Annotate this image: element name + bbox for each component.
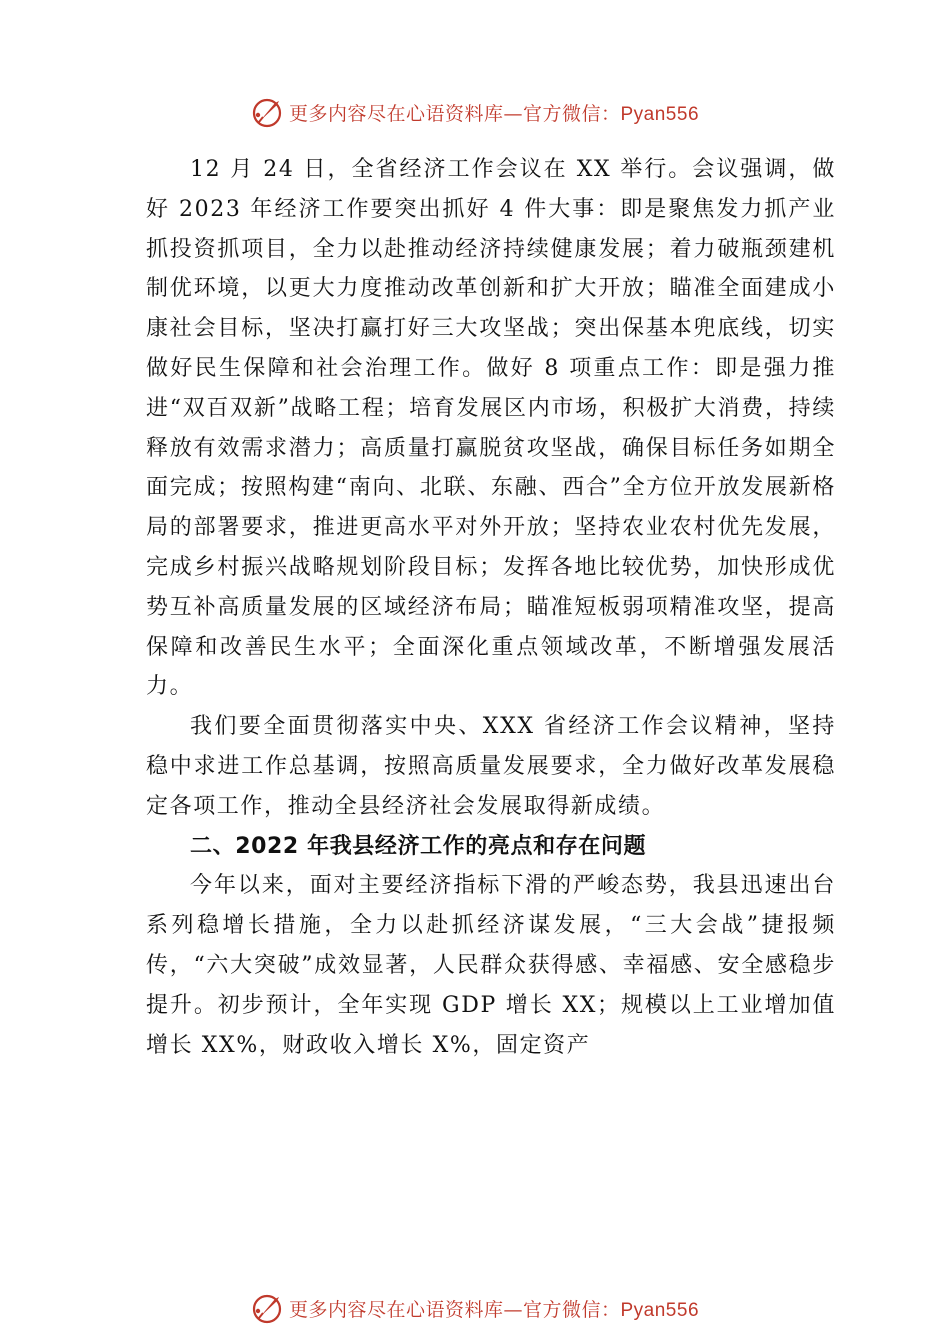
footer-watermark-main: 更多内容尽在心语资料库—官方微信：: [288, 1298, 621, 1321]
paragraph-highlights: 今年以来，面对主要经济指标下滑的严峻态势，我县迅速出台系列稳增长措施，全力以赴抓经济谋发展，“三大会战”捷报频传，“六大突破”成效显著，人民群众获得感、幸福感、安全感稳步提升。初步预计，全年实现 GDP 增长 XX；规模以上工业增加值增长 XX%，财政收入增长 X%，固定资产: [146, 873, 836, 1058]
document-body: [146, 150, 836, 1065]
header-watermark-banner: [0, 94, 950, 130]
header-watermark-main: 更多内容尽在心语资料库—官方微信：: [288, 102, 621, 125]
quill-pen-logo-icon: [251, 1291, 285, 1325]
section-heading: 二、2022 年我县经济工作的亮点和存在问题: [190, 833, 647, 859]
paragraph-implementation: 我们要全面贯彻落实中央、XXX 省经济工作会议精神，坚持稳中求进工作总基调，按照高质量发展要求，全力做好改革发展稳定各项工作，推动全县经济社会发展取得新成绩。: [146, 714, 836, 819]
footer-watermark-banner: [0, 1290, 950, 1326]
footer-watermark-wechat-id: Pyan556: [620, 1299, 700, 1321]
footer-watermark-inner: [251, 1291, 699, 1325]
header-watermark-wechat-id: Pyan556: [620, 103, 700, 125]
footer-watermark-text: [289, 1295, 699, 1322]
header-watermark-inner: [251, 95, 699, 129]
header-watermark-text: [289, 99, 699, 126]
paragraph-conference-summary: 12 月 24 日，全省经济工作会议在 XX 举行。会议强调，做好 2023 年经济工作要突出抓好 4 件大事：即是聚焦发力抓产业抓投资抓项目，全力以赴推动经济持续健康发展；着力破瓶颈建机制优环境，以更大力度推动改革创新和扩大开放；瞄准全面建成小康社会目标，坚决打赢打好三大攻坚战；突出保基本兜底线，切实做好民生保障和社会治理工作。做好 8 项重点工作：即是强力推进“双百双新”战略工程；培育发展区内市场，积极扩大消费，持续释放有效需求潜力；高质量打赢脱贫攻坚战，确保目标任务如期全面完成；按照构建“南向、北联、东融、西合”全方位开放发展新格局的部署要求，推进更高水平对外开放；坚持农业农村优先发展，完成乡村振兴战略规划阶段目标；发挥各地比较优势，加快形成优势互补高质量发展的区域经济布局；瞄准短板弱项精准攻坚，提高保障和改善民生水平；全面深化重点领域改革，不断增强发展活力。: [146, 157, 836, 700]
quill-pen-logo-icon: [251, 95, 285, 129]
